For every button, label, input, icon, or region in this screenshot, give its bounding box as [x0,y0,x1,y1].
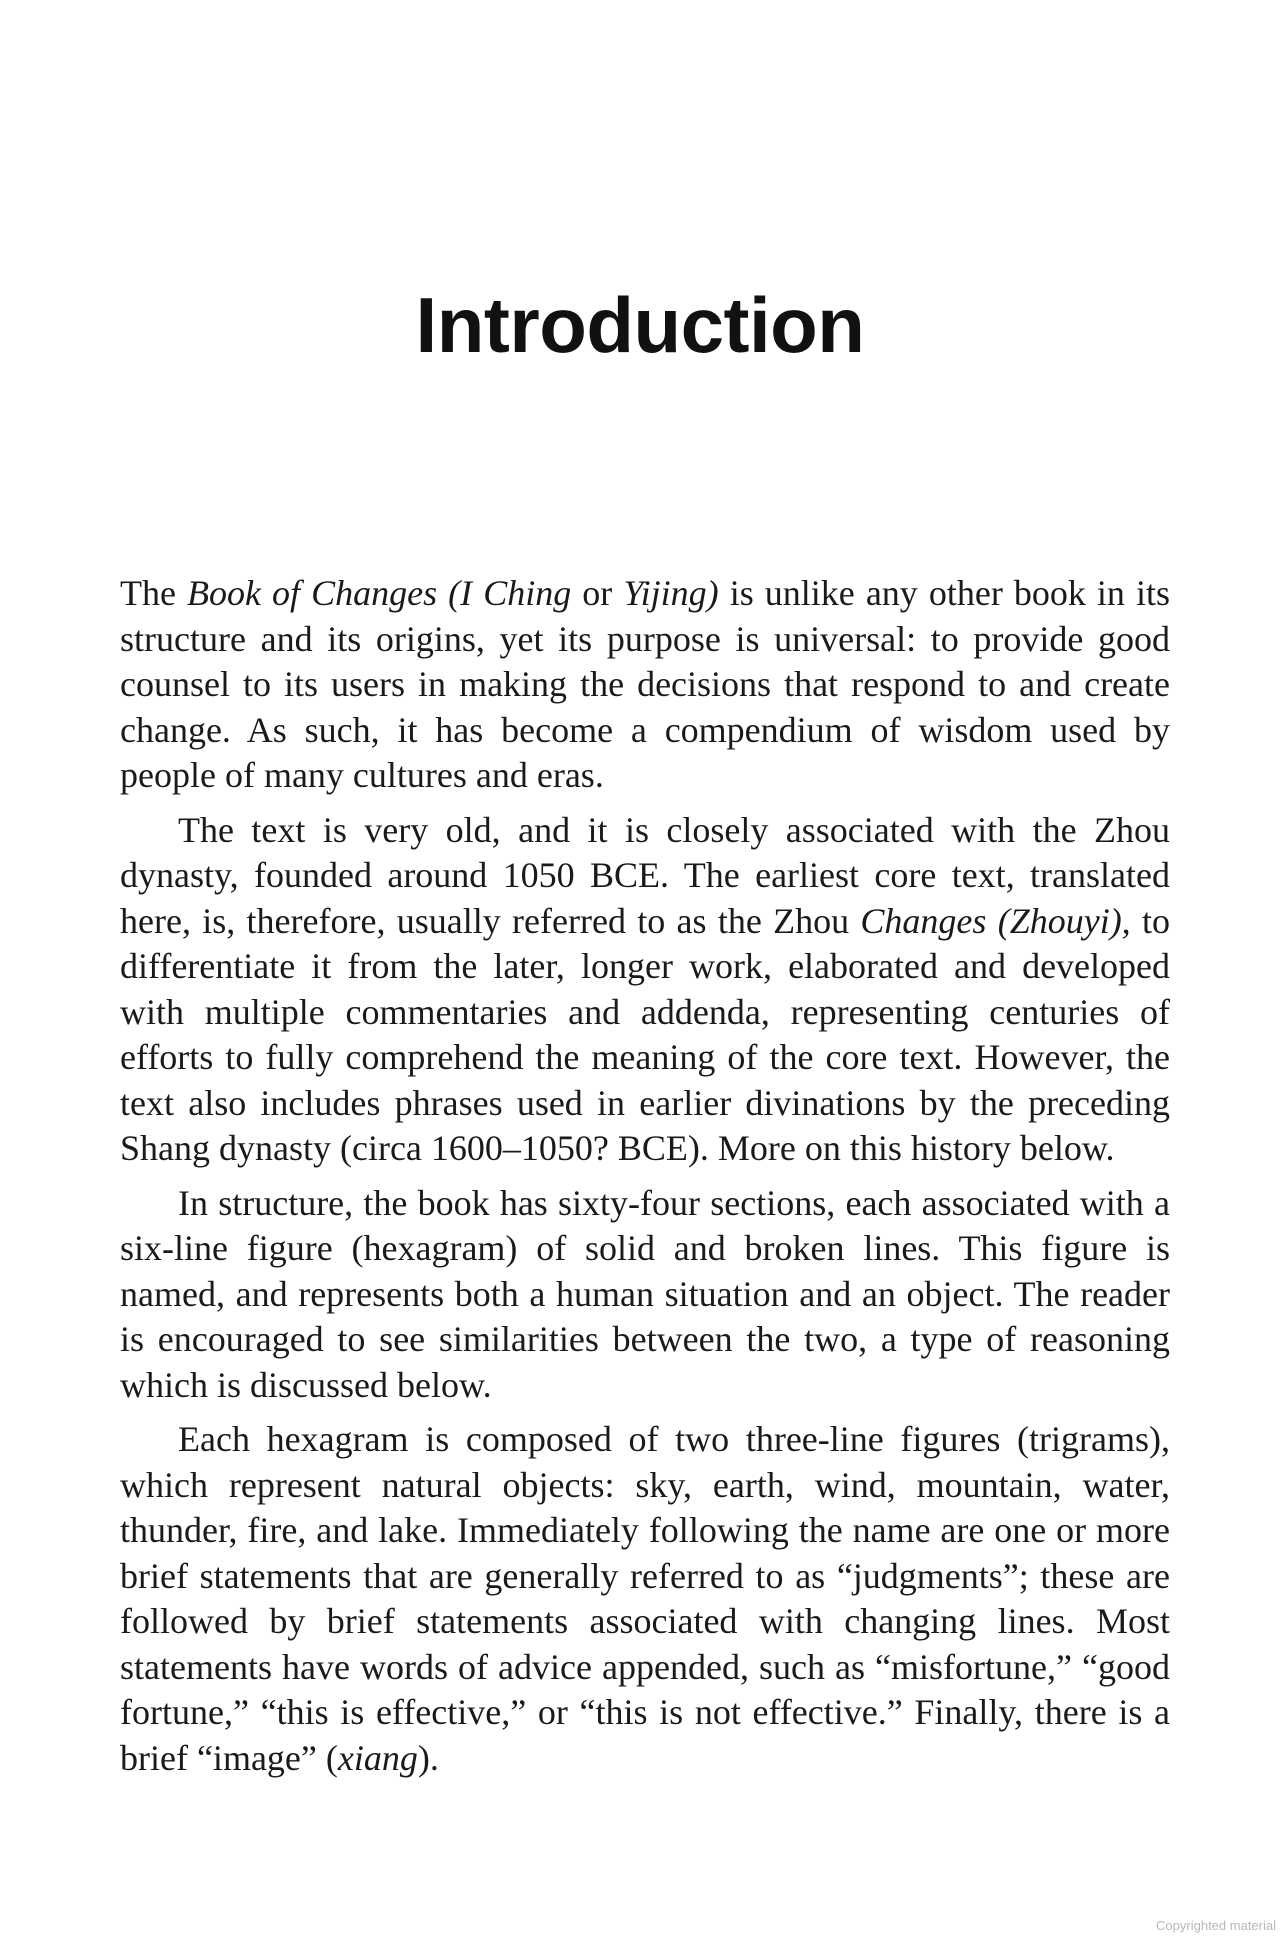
chapter-title: Introduction [415,281,865,369]
text-run-italic: xiang [337,1737,418,1778]
paragraph-1 [120,571,1170,799]
paragraph-3 [120,1181,1170,1409]
text-run: The text is very old, and it is closely associated with the Zhou dynasty, founded around 1050 BCE. The earliest core text, translated here, is, therefore, usually referred to as the Zhou [120,809,1170,941]
text-run: In structure, the book has sixty-four sections, each associated with a six-line figure (hexagram) of solid and broken lines. This figure is named, and represents both a human situation and an object. The reader is encouraged to see similarities between the two, a type of reasoning which is discussed below. [120,1182,1170,1405]
paragraph-2 [120,808,1170,1172]
text-run-italic: Book of Changes (I Ching [187,573,572,613]
text-run: is unlike any other book in its structure and its origins, yet its purpose is universal: to provide good counsel to its users in making the decisions that respond to and create change. As such, it has become a compendium of wisdom used by people of many cultures and eras. [120,573,1171,795]
text-run-italic: Changes (Zhouyi), [860,900,1131,941]
text-run-italic: Yijing) [623,573,719,613]
text-run: ). [417,1737,439,1778]
text-run: The [120,573,188,613]
text-run: to differentiate it from the later, longer work, elaborated and developed with multiple commentaries and addenda, representing centuries of efforts to fully comprehend the meaning of the core text. However, the text also includes phrases used in earlier divinations by the preceding Shang dynasty (circa 1600–1050? BCE). More on this history below. [120,900,1170,1168]
text-run: Each hexagram is composed of two three-line figures (trigrams), which represent natural objects: sky, earth, wind, mountain, water, thunder, fire, and lake. Immediately following the name are one or more brief statements that are generally referred to as “judgments”; these are followed by brief statements associated with changing lines. Most statements have words of advice appended, such as “misfortune,” “good fortune,” “this is effective,” or “this is not effective.” Finally, there is a brief “image” ( [120,1419,1170,1778]
body-text [120,571,1170,1790]
text-run: or [571,573,624,613]
paragraph-4 [120,1417,1170,1781]
copyright-watermark: Copyrighted material [1156,1918,1276,1933]
